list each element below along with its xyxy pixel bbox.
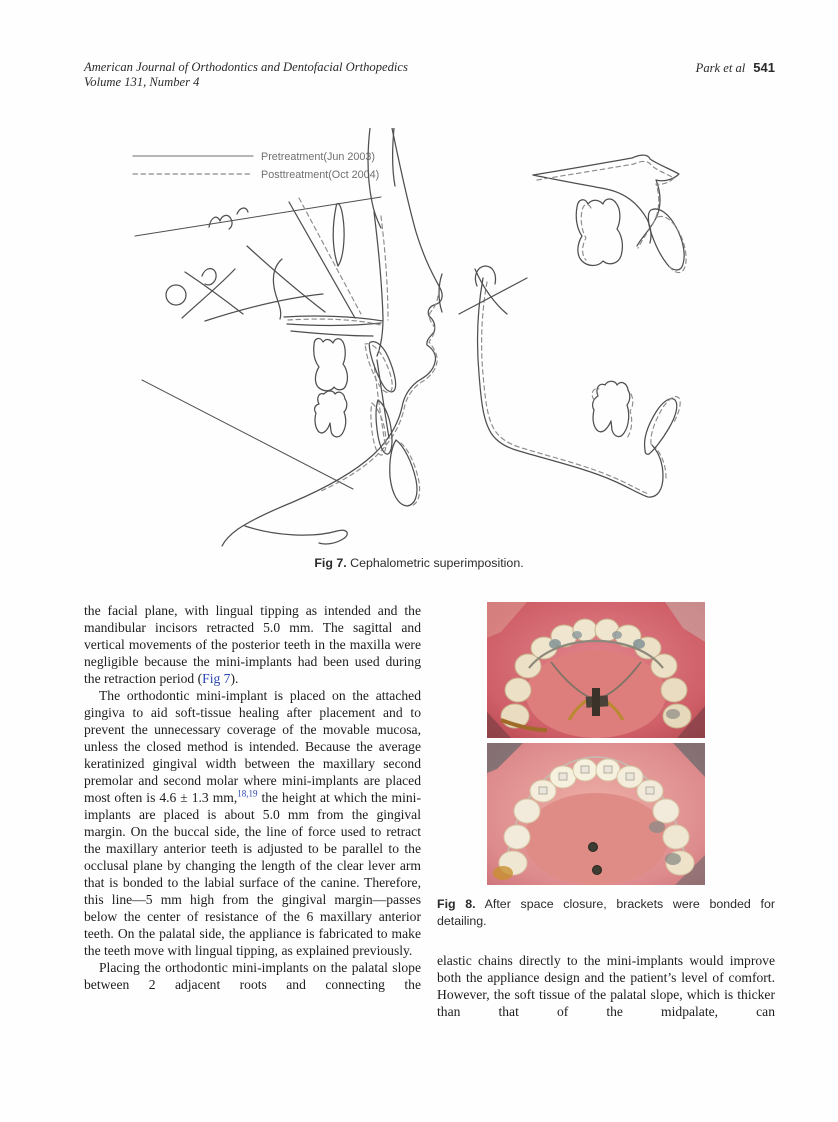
ramus-lower <box>377 360 389 438</box>
crossref-text: Fig 7 <box>202 671 231 686</box>
sella-circle <box>166 285 186 305</box>
ceph-tracing-lateral <box>135 128 442 546</box>
mandible-incisor <box>645 399 677 455</box>
fig7-crossref-link[interactable] <box>202 671 230 686</box>
cranial-base-detail2 <box>237 208 248 214</box>
paragraph-text: The orthodontic mini-implant is placed on the attached gingiva to aid soft-tissue healing after placement and to prevent the unnecessary coverage of the movable mucosa, unless the closed method is intended. Because the average keratinized gingival width between the maxillary second premolar and second molar where mini-implants are placed most often is 4.6 ± 1.3 mm, <box>84 688 421 805</box>
fig8-caption-text: After space closure, brackets were bonded for detailing. <box>437 897 775 928</box>
mandible-incisor-post <box>651 397 680 444</box>
ramus-posterior <box>374 212 383 356</box>
nasal-diagonal <box>289 202 355 318</box>
paragraph-text: the height at which the mini-implants are placed is about 5.0 mm from the gingival margin. On the buccal side, the line of force used to retract the maxillary anterior teeth is adjusted to be parallel to the occlusal plane by changing the length of the clear lever arm that is bonded to the labial surface of the canine. Therefore, this line—5 mm high from the gingival margin—passes below the center of resistance of the 6 maxillary anterior teeth. On the palatal side, the appliance is fabricated to make the teeth move with lingual tipping, as explained previously. <box>84 790 421 958</box>
mini-implant-bar <box>592 688 600 716</box>
upper-molar <box>314 338 348 390</box>
fig8-photo-bottom-occlusal-implants <box>487 743 705 885</box>
maxilla-ans-bottom <box>287 323 381 325</box>
fig7-caption-text: Cephalometric superimposition. <box>346 556 524 570</box>
figure7-cephalometric-tracing <box>85 128 775 548</box>
clivus-line <box>247 246 325 312</box>
legend-posttreatment-label: Posttreatment(Oct 2004) <box>261 169 380 181</box>
symphysis-post <box>401 443 420 506</box>
maxilla-molar-post <box>581 204 591 260</box>
paragraph-text: ). <box>230 671 239 686</box>
body-paragraph-right: elastic chains directly to the mini-implants would improve both the appliance design and the patient’s level of comfort. However, the soft tissue of the palatal slope, which is thicker than that of the midpalate, can <box>437 953 775 1019</box>
palatal-line <box>291 331 373 336</box>
left-column <box>84 602 421 993</box>
mini-implant-dot <box>589 843 598 852</box>
mini-implant-dot <box>593 866 602 875</box>
cross-line2 <box>182 269 235 318</box>
fig7-legend <box>133 151 379 181</box>
ceph-tracing-maxilla <box>533 155 686 272</box>
symphysis <box>390 440 417 506</box>
ceph-tracing-mandible <box>439 266 680 497</box>
ceph-svg <box>85 128 775 548</box>
journal-title: American Journal of Orthodontics and Dentofacial Orthopedics <box>84 60 408 74</box>
mandible-molar <box>593 381 630 436</box>
nasal-diagonal-post <box>299 198 361 314</box>
lower-molar <box>315 391 347 437</box>
running-head <box>696 60 775 76</box>
pterygoid-fissure <box>333 204 344 266</box>
fig8-photo-top-occlusal-appliance <box>487 602 705 738</box>
body-paragraph-3: Placing the orthodontic mini-implants on the palatal slope between 2 adjacent roots and connecting the <box>84 960 421 992</box>
journal-issue: Volume 131, Number 4 <box>84 74 200 89</box>
journal-info <box>84 60 408 89</box>
condyle-cross1 <box>459 278 527 314</box>
page-number: 541 <box>753 60 775 75</box>
paragraph-text: the facial plane, with lingual tipping as intended and the mandibular incisors retracted 5.0 mm. The sagittal and vertical movements of the posterior teeth in the maxilla were negligible because the mini-implants had been used during the retraction period ( <box>84 603 421 686</box>
maxilla-ans-top <box>284 316 383 321</box>
maxilla-outline-post <box>537 161 674 248</box>
orbit-curve <box>273 259 282 319</box>
authors-label: Park et al <box>695 61 746 75</box>
body-paragraph-2 <box>84 687 421 959</box>
mandibular-plane-line <box>142 380 353 489</box>
fig7-caption-label: Fig 7. <box>314 556 347 570</box>
clinoid-loop <box>202 269 216 285</box>
soft-tissue-profile <box>222 128 442 546</box>
page-header <box>84 60 775 89</box>
maxilla-incisor-post <box>658 216 686 272</box>
frontal-bone-outer <box>393 128 395 186</box>
figure8-photos <box>487 602 705 885</box>
reference-superscript-link[interactable]: 18,19 <box>237 788 258 799</box>
neck-curve <box>245 526 347 544</box>
mandible-outline <box>478 278 663 497</box>
legend-pretreatment-label: Pretreatment(Jun 2003) <box>261 151 376 163</box>
body-paragraph-1 <box>84 602 421 687</box>
fig8-caption <box>437 896 775 929</box>
right-column <box>437 602 775 1020</box>
maxilla-underside <box>533 175 651 243</box>
fig7-caption <box>0 556 838 570</box>
fig8-caption-label: Fig 8. <box>437 897 476 911</box>
